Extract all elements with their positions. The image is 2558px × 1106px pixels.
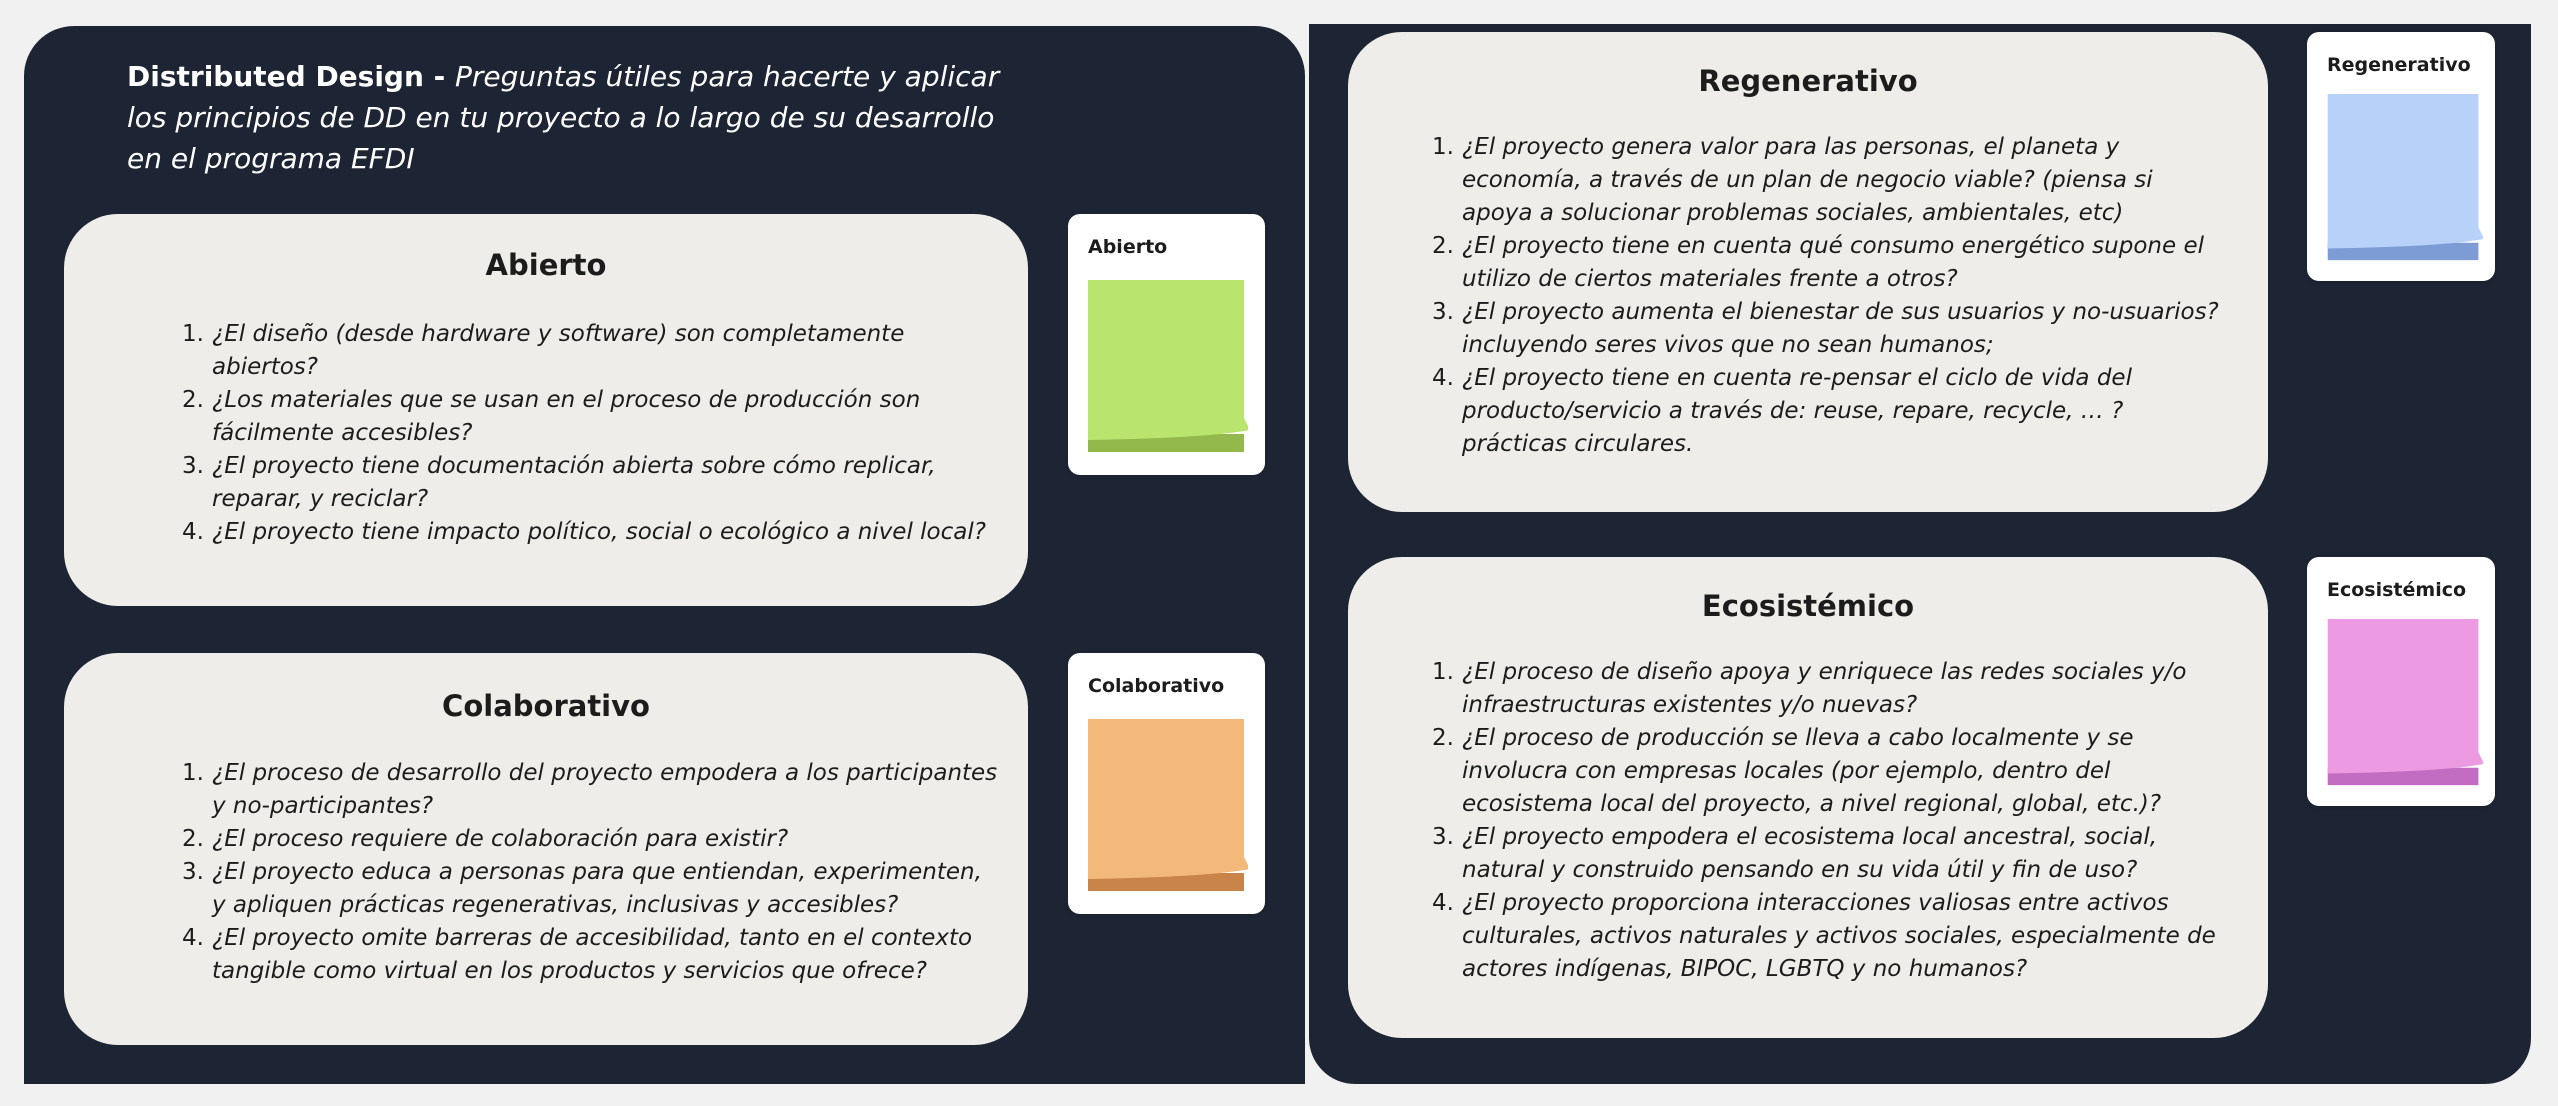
intro-title: Distributed Design - [127,60,456,93]
card-title: Ecosistémico [1701,589,1915,623]
list-item: 1. ¿El proceso de diseño apoya y enriquece las redes sociales y/o infraestructuras existentes y/o nuevas? [1432,659,2187,718]
list-item: 4. ¿El proyecto proporciona interacciones valiosas entre activos culturales, activos naturales y activos sociales, especialmente de actores indígenas, BIPOC, LGBTQ y no humanos? [1432,890,2216,982]
sticky-note-icon [1088,280,1248,456]
question-list [1432,656,2222,986]
sticky-label: Colaborativo [1088,675,1225,697]
sticky-card-colaborativo[interactable] [1068,653,1265,914]
sticky-label: Regenerativo [2327,54,2471,76]
intro-subtitle: Preguntas útiles para hacerte y aplicar los principios de DD en tu proyecto a lo largo de su desarrollo en el programa EFDI [127,60,1000,175]
sticky-card-abierto[interactable] [1068,214,1265,475]
list-item: 2. ¿El proyecto tiene en cuenta qué consumo energético supone el utilizo de ciertos materiales frente a otros? [1432,233,2204,292]
question-list [182,318,1002,549]
card-regenerativo[interactable] [1348,32,2268,512]
list-item: 3. ¿El proyecto tiene documentación abierta sobre cómo replicar, reparar, y reciclar? [182,453,936,512]
card-ecosistemico[interactable] [1348,557,2268,1038]
list-item: 2. ¿El proceso requiere de colaboración para existir? [182,826,789,852]
board-intro-text [127,56,1007,179]
list-item: 4. ¿El proyecto tiene impacto político, social o ecológico a nivel local? [182,519,986,545]
card-title: Abierto [485,248,607,282]
list-item: 1. ¿El proyecto genera valor para las personas, el planeta y economía, a través de un plan de negocio viable? (piensa si apoya a solucionar problemas sociales, ambientales, etc) [1432,134,2153,226]
question-list [182,757,1002,988]
sticky-card-regenerativo[interactable] [2307,32,2495,281]
card-colaborativo[interactable] [64,653,1028,1045]
sticky-label: Abierto [1088,236,1168,258]
sticky-note-icon [2327,94,2483,264]
question-list [1432,131,2222,461]
list-item: 1. ¿El proceso de desarrollo del proyecto empodera a los participantes y no-participantes? [182,760,998,819]
list-item: 3. ¿El proyecto empodera el ecosistema local ancestral, social, natural y construido pensando en su vida útil y fin de uso? [1432,824,2158,883]
card-abierto[interactable] [64,214,1028,606]
list-item: 4. ¿El proyecto tiene en cuenta re-pensar el ciclo de vida del producto/servicio a través de: reuse, repare, recycle, … ? prácticas circulares. [1432,365,2132,457]
card-title: Regenerativo [1698,64,1918,98]
sticky-note-icon [1088,719,1248,895]
list-item: 2. ¿Los materiales que se usan en el proceso de producción son fácilmente accesibles? [182,387,921,446]
list-item: 3. ¿El proyecto educa a personas para que entiendan, experimenten, y apliquen prácticas regenerativas, inclusivas y accesibles? [182,859,982,918]
list-item: 2. ¿El proceso de producción se lleva a cabo localmente y se involucra con empresas locales (por ejemplo, dentro del ecosistema local del proyecto, a nivel regional, global, etc.)? [1432,725,2162,817]
sticky-card-ecosistemico[interactable] [2307,557,2495,806]
list-item: 4. ¿El proyecto omite barreras de accesibilidad, tanto en el contexto tangible como virtual en los productos y servicios que ofrece? [182,925,973,984]
list-item: 3. ¿El proyecto aumenta el bienestar de sus usuarios y no-usuarios? incluyendo seres vivos que no sean humanos; [1432,299,2219,358]
card-title: Colaborativo [442,689,650,723]
sticky-note-icon [2327,619,2483,789]
list-item: 1. ¿El diseño (desde hardware y software) son completamente abiertos? [182,321,905,380]
sticky-label: Ecosistémico [2327,579,2467,601]
